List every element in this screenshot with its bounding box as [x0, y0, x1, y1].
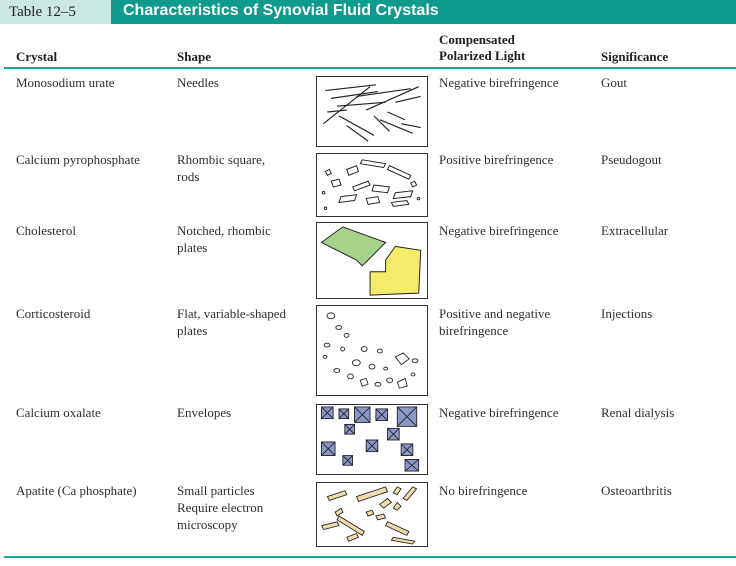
shape-line: microscopy [177, 517, 238, 532]
shape-line: Require electron [177, 500, 264, 515]
table-number: Table 12–5 [0, 0, 111, 24]
notched-plate-crystals-image [316, 222, 428, 299]
crystal-name: Cholesterol [16, 223, 76, 238]
shape-line: rods [177, 169, 200, 184]
polarized-light [439, 482, 589, 499]
crystal-shape [177, 482, 312, 533]
shape-line: Small particles [177, 483, 255, 498]
header-crystal: Crystal [16, 49, 58, 64]
significance: Pseudogout [601, 152, 662, 167]
polarized-line: birefringence [439, 323, 509, 338]
particle-crystals-image [316, 482, 428, 547]
polarized-line: Positive and negative [439, 306, 551, 321]
header-significance: Significance [601, 49, 669, 64]
shape-line: Needles [177, 75, 219, 90]
header-shape: Shape [177, 49, 211, 64]
polarized-light [439, 222, 589, 239]
crystal-shape [177, 404, 312, 421]
crystal-shape [177, 222, 312, 256]
polarized-light [439, 305, 589, 339]
polarized-light [439, 151, 589, 168]
shape-line: Flat, variable-shaped [177, 306, 287, 321]
significance: Gout [601, 75, 627, 90]
crystal-name: Monosodium urate [16, 75, 115, 90]
header-polarized-line: Polarized Light [439, 48, 526, 63]
variable-plate-crystals-image [316, 305, 428, 396]
header-polarized-light [439, 32, 525, 64]
shape-line: Envelopes [177, 405, 232, 420]
rhombic-rod-crystals-image [316, 153, 428, 217]
significance: Injections [601, 306, 653, 321]
crystal-shape [177, 74, 312, 91]
crystal-shape [177, 305, 312, 339]
polarized-line: Negative birefringence [439, 405, 559, 420]
polarized-line: Negative birefringence [439, 75, 559, 90]
header-rule [4, 67, 736, 69]
crystal-name: Apatite (Ca phosphate) [16, 483, 137, 498]
table-bottom-rule [4, 556, 736, 558]
shape-line: plates [177, 240, 208, 255]
shape-line: Rhombic square, [177, 152, 266, 167]
polarized-line: Negative birefringence [439, 223, 559, 238]
polarized-light [439, 404, 589, 421]
envelope-crystals-image [316, 404, 428, 475]
crystal-name: Calcium oxalate [16, 405, 101, 420]
significance: Renal dialysis [601, 405, 675, 420]
table-title-bar [0, 0, 736, 24]
table-title: Characteristics of Synovial Fluid Crystals [111, 0, 736, 24]
crystal-name: Corticosteroid [16, 306, 91, 321]
significance: Extracellular [601, 223, 669, 238]
polarized-line: No birefringence [439, 483, 528, 498]
header-polarized-line: Compensated [439, 32, 515, 47]
crystal-shape [177, 151, 312, 185]
polarized-line: Positive birefringence [439, 152, 554, 167]
significance: Osteoarthritis [601, 483, 672, 498]
shape-line: Notched, rhombic [177, 223, 271, 238]
shape-line: plates [177, 323, 208, 338]
polarized-light [439, 74, 589, 91]
crystal-name: Calcium pyrophosphate [16, 152, 140, 167]
needle-crystals-image [316, 76, 428, 147]
